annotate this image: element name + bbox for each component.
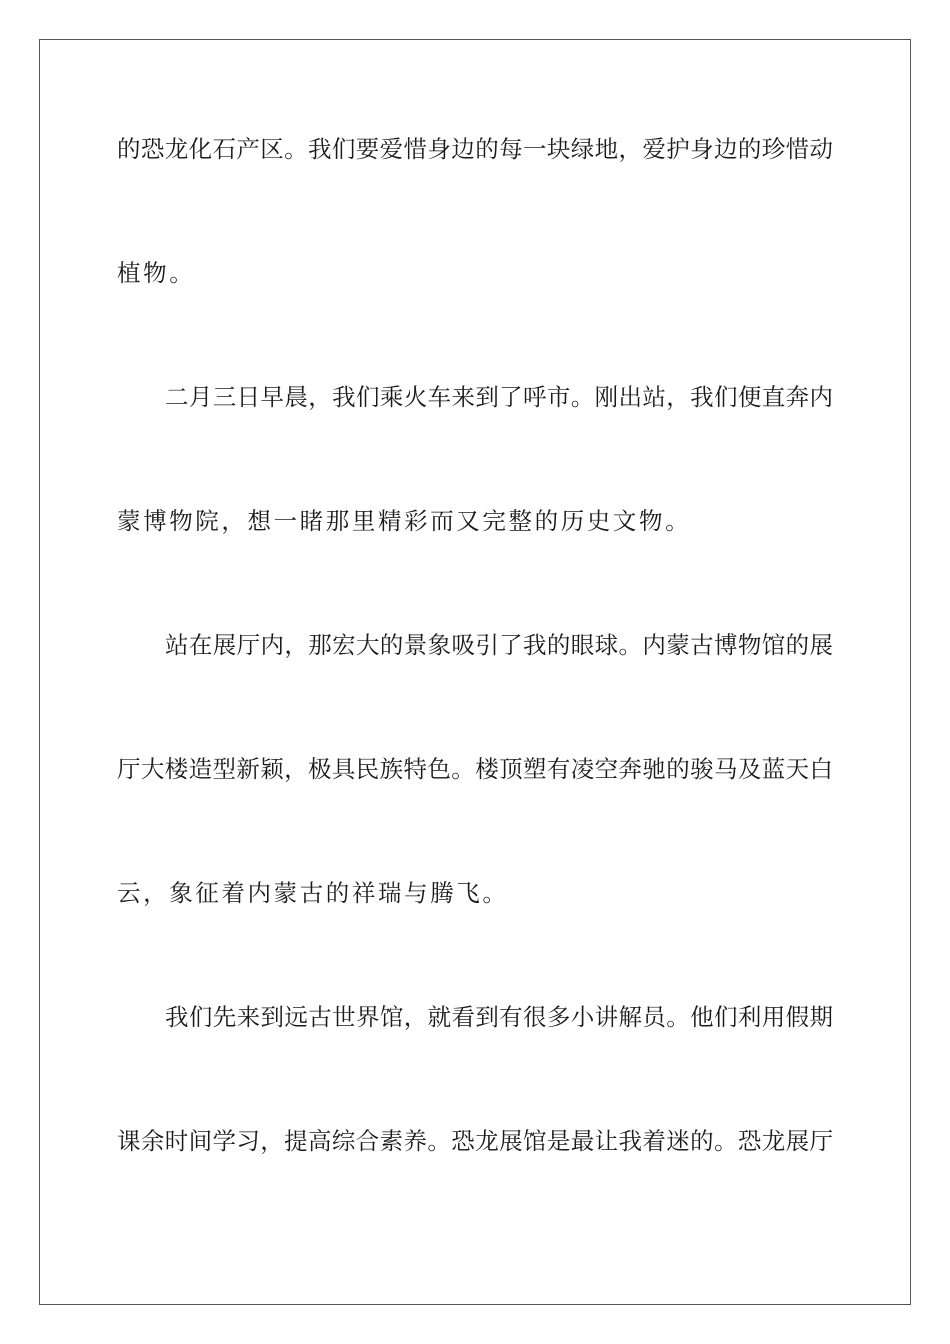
text-line: 蒙博物院，想一睹那里精彩而又完整的历史文物。 xyxy=(117,507,692,535)
text-line: 二月三日早晨，我们乘火车来到了呼市。刚出站，我们便直奔内 xyxy=(165,383,833,411)
text-line: 课余时间学习，提高综合素养。恐龙展馆是最让我着迷的。恐龙展厅 xyxy=(117,1127,833,1155)
text-line: 我们先来到远古世界馆，就看到有很多小讲解员。他们利用假期 xyxy=(165,1003,833,1031)
text-line: 云，象征着内蒙古的祥瑞与腾飞。 xyxy=(117,879,509,907)
text-line: 的恐龙化石产区。我们要爱惜身边的每一块绿地，爱护身边的珍惜动 xyxy=(117,135,833,163)
text-line: 厅大楼造型新颖，极具民族特色。楼顶塑有凌空奔驰的骏马及蓝天白 xyxy=(117,755,833,783)
text-line: 站在展厅内，那宏大的景象吸引了我的眼球。内蒙古博物馆的展 xyxy=(165,631,833,659)
text-line: 植物。 xyxy=(117,259,196,287)
page-border xyxy=(39,39,911,1305)
